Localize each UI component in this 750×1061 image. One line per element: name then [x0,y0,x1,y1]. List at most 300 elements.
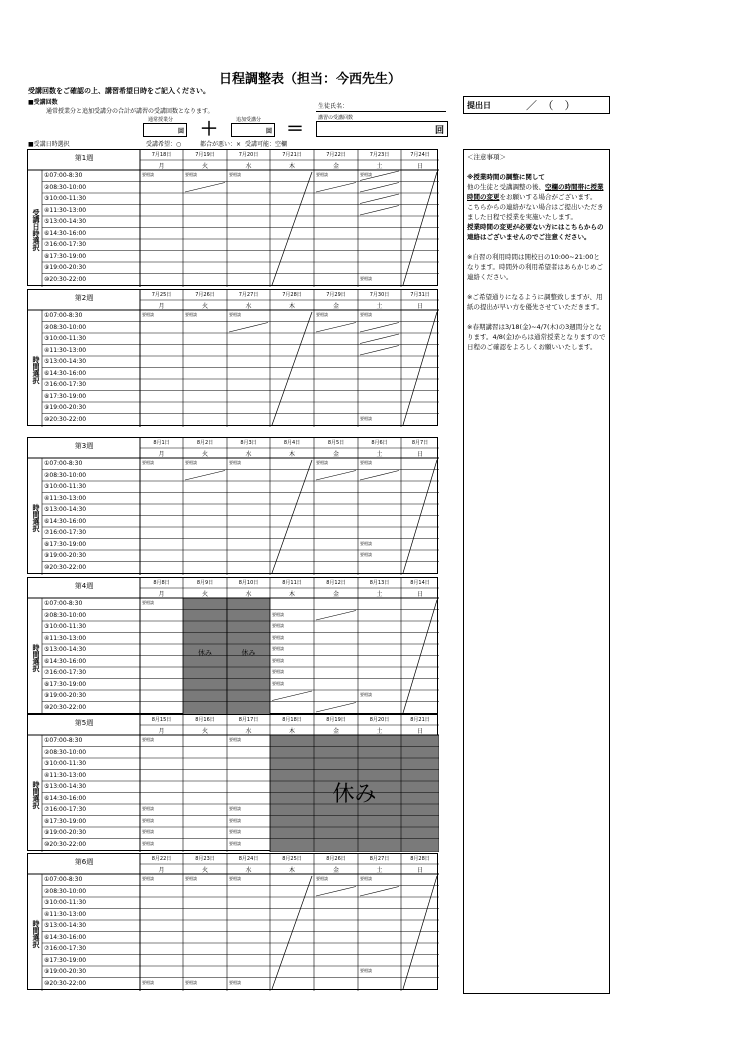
slot-cell[interactable] [227,702,270,714]
slot-cell[interactable] [140,667,183,679]
slot-cell[interactable] [270,262,314,274]
slot-cell[interactable] [183,493,227,505]
slot-cell[interactable] [140,781,183,793]
slot-cell[interactable] [227,550,270,562]
slot-cell[interactable] [140,966,183,978]
slot-cell[interactable] [140,610,183,622]
slot-cell[interactable] [227,368,270,380]
slot-cell[interactable] [314,414,358,426]
slot-cell[interactable] [270,735,314,747]
slot-cell[interactable] [140,793,183,805]
slot-cell[interactable] [358,920,401,932]
slot-cell[interactable] [270,978,314,990]
slot-cell[interactable] [270,228,314,240]
slot-cell[interactable] [140,656,183,668]
slot-cell[interactable] [183,333,227,345]
slot-cell[interactable] [227,920,270,932]
slot-cell[interactable] [314,816,358,828]
slot-cell[interactable] [314,251,358,263]
slot-cell[interactable] [270,193,314,205]
slot-cell[interactable] [270,251,314,263]
slot-cell[interactable] [314,747,358,759]
slot-cell[interactable] [358,839,401,851]
slot-cell[interactable] [314,402,358,414]
slot-cell[interactable] [314,702,358,714]
slot-cell[interactable] [183,747,227,759]
slot-cell[interactable] [140,932,183,944]
slot-cell[interactable] [227,391,270,403]
slot-cell[interactable] [358,735,401,747]
slot-cell[interactable] [183,897,227,909]
slot-cell[interactable] [401,458,439,470]
slot-cell[interactable] [401,322,439,334]
slot-cell[interactable] [401,562,439,574]
slot-cell[interactable] [314,228,358,240]
slot-cell[interactable] [358,527,401,539]
slot-cell[interactable] [140,205,183,217]
slot-cell[interactable] [140,886,183,898]
slot-cell[interactable] [401,205,439,217]
slot-cell[interactable] [183,667,227,679]
slot-cell[interactable] [140,414,183,426]
slot-cell[interactable] [183,827,227,839]
slot-cell[interactable] [140,747,183,759]
slot-cell[interactable] [227,228,270,240]
slot-cell[interactable] [140,493,183,505]
slot-cell[interactable] [270,333,314,345]
slot-cell[interactable] [183,758,227,770]
slot-cell[interactable] [314,610,358,622]
slot-cell[interactable] [183,504,227,516]
slot-cell[interactable] [358,402,401,414]
slot-cell[interactable] [358,679,401,691]
slot-cell[interactable] [183,550,227,562]
slot-cell[interactable] [314,333,358,345]
slot-cell[interactable] [401,170,439,182]
slot-cell[interactable] [270,909,314,921]
slot-cell[interactable] [140,679,183,691]
slot-cell[interactable] [314,205,358,217]
slot-cell[interactable] [183,562,227,574]
slot-cell[interactable] [358,943,401,955]
slot-cell[interactable] [140,228,183,240]
slot-cell[interactable] [358,493,401,505]
slot-cell[interactable] [401,816,439,828]
slot-cell[interactable] [358,897,401,909]
slot-cell[interactable] [183,262,227,274]
slot-cell[interactable] [358,391,401,403]
slot-cell[interactable] [227,239,270,251]
slot-cell[interactable] [358,322,401,334]
slot-cell[interactable] [183,920,227,932]
slot-cell[interactable] [401,516,439,528]
slot-cell[interactable] [227,322,270,334]
slot-cell[interactable] [358,816,401,828]
slot-cell[interactable] [270,897,314,909]
slot-cell[interactable] [358,251,401,263]
slot-cell[interactable] [401,920,439,932]
slot-cell[interactable] [140,897,183,909]
slot-cell[interactable] [314,656,358,668]
slot-cell[interactable] [401,874,439,886]
slot-cell[interactable] [227,414,270,426]
slot-cell[interactable] [140,621,183,633]
slot-cell[interactable] [358,379,401,391]
slot-cell[interactable] [358,562,401,574]
slot-cell[interactable] [140,239,183,251]
slot-cell[interactable] [401,414,439,426]
slot-cell[interactable] [401,610,439,622]
slot-cell[interactable] [270,493,314,505]
slot-cell[interactable] [401,656,439,668]
slot-cell[interactable] [401,966,439,978]
slot-cell[interactable] [270,402,314,414]
slot-cell[interactable] [358,356,401,368]
slot-cell[interactable] [270,205,314,217]
slot-cell[interactable] [401,955,439,967]
slot-cell[interactable] [401,470,439,482]
slot-cell[interactable] [183,932,227,944]
slot-cell[interactable] [270,310,314,322]
slot-cell[interactable] [140,644,183,656]
slot-cell[interactable] [401,550,439,562]
slot-cell[interactable] [401,621,439,633]
slot-cell[interactable] [270,598,314,610]
slot-cell[interactable] [314,644,358,656]
slot-cell[interactable] [401,758,439,770]
slot-cell[interactable] [314,550,358,562]
slot-cell[interactable] [227,493,270,505]
slot-cell[interactable] [358,205,401,217]
slot-cell[interactable] [140,955,183,967]
slot-cell[interactable] [270,356,314,368]
slot-cell[interactable] [183,205,227,217]
slot-cell[interactable] [140,274,183,286]
slot-cell[interactable] [358,667,401,679]
slot-cell[interactable] [358,747,401,759]
slot-cell[interactable] [183,839,227,851]
slot-cell[interactable] [183,539,227,551]
slot-cell[interactable] [140,943,183,955]
slot-cell[interactable] [140,368,183,380]
slot-cell[interactable] [140,402,183,414]
slot-cell[interactable] [270,414,314,426]
slot-cell[interactable] [227,667,270,679]
slot-cell[interactable] [270,345,314,357]
slot-cell[interactable] [401,274,439,286]
slot-cell[interactable] [227,356,270,368]
slot-cell[interactable] [314,909,358,921]
slot-cell[interactable] [140,516,183,528]
slot-cell[interactable] [401,932,439,944]
slot-cell[interactable] [358,239,401,251]
slot-cell[interactable] [183,470,227,482]
slot-cell[interactable] [183,274,227,286]
slot-cell[interactable] [401,379,439,391]
slot-cell[interactable] [401,598,439,610]
slot-cell[interactable] [401,827,439,839]
slot-cell[interactable] [270,932,314,944]
slot-cell[interactable] [183,527,227,539]
slot-cell[interactable] [358,702,401,714]
slot-cell[interactable] [183,679,227,691]
slot-cell[interactable] [183,402,227,414]
slot-cell[interactable] [314,493,358,505]
slot-cell[interactable] [140,216,183,228]
slot-cell[interactable] [314,527,358,539]
slot-cell[interactable] [401,493,439,505]
slot-cell[interactable] [314,690,358,702]
slot-cell[interactable] [314,216,358,228]
slot-cell[interactable] [358,182,401,194]
slot-cell[interactable] [183,804,227,816]
slot-cell[interactable] [183,356,227,368]
slot-cell[interactable] [314,391,358,403]
slot-cell[interactable] [314,667,358,679]
slot-cell[interactable] [358,481,401,493]
slot-cell[interactable] [314,897,358,909]
slot-cell[interactable] [270,747,314,759]
slot-cell[interactable] [314,827,358,839]
slot-cell[interactable] [227,633,270,645]
slot-cell[interactable] [183,621,227,633]
slot-cell[interactable] [227,333,270,345]
slot-cell[interactable] [227,481,270,493]
slot-cell[interactable] [140,920,183,932]
slot-cell[interactable] [270,516,314,528]
slot-cell[interactable] [314,182,358,194]
slot-cell[interactable] [227,932,270,944]
slot-cell[interactable] [183,379,227,391]
slot-cell[interactable] [401,216,439,228]
slot-cell[interactable] [227,793,270,805]
slot-cell[interactable] [227,966,270,978]
slot-cell[interactable] [358,228,401,240]
slot-cell[interactable] [227,679,270,691]
slot-cell[interactable] [227,251,270,263]
slot-cell[interactable] [227,470,270,482]
slot-cell[interactable] [314,262,358,274]
slot-cell[interactable] [401,690,439,702]
slot-cell[interactable] [183,368,227,380]
slot-cell[interactable] [358,978,401,990]
slot-cell[interactable] [314,679,358,691]
slot-cell[interactable] [358,504,401,516]
slot-cell[interactable] [140,504,183,516]
slot-cell[interactable] [314,621,358,633]
slot-cell[interactable] [140,702,183,714]
slot-cell[interactable] [140,758,183,770]
slot-cell[interactable] [270,379,314,391]
slot-cell[interactable] [270,504,314,516]
slot-cell[interactable] [140,562,183,574]
submit-date-field[interactable] [463,96,610,114]
slot-cell[interactable] [401,679,439,691]
slot-cell[interactable] [270,470,314,482]
slot-cell[interactable] [401,504,439,516]
slot-cell[interactable] [401,251,439,263]
slot-cell[interactable] [358,758,401,770]
total-count-field[interactable] [316,121,448,137]
slot-cell[interactable] [401,667,439,679]
slot-cell[interactable] [227,262,270,274]
slot-cell[interactable] [314,470,358,482]
slot-cell[interactable] [314,839,358,851]
slot-cell[interactable] [227,621,270,633]
slot-cell[interactable] [401,193,439,205]
slot-cell[interactable] [183,966,227,978]
slot-cell[interactable] [227,610,270,622]
slot-cell[interactable] [401,345,439,357]
slot-cell[interactable] [401,633,439,645]
slot-cell[interactable] [183,251,227,263]
slot-cell[interactable] [401,262,439,274]
slot-cell[interactable] [270,550,314,562]
slot-cell[interactable] [270,966,314,978]
slot-cell[interactable] [270,216,314,228]
slot-cell[interactable] [227,516,270,528]
slot-cell[interactable] [183,816,227,828]
slot-cell[interactable] [401,978,439,990]
slot-cell[interactable] [140,356,183,368]
slot-cell[interactable] [401,909,439,921]
slot-cell[interactable] [401,644,439,656]
slot-cell[interactable] [358,656,401,668]
slot-cell[interactable] [270,562,314,574]
slot-cell[interactable] [183,781,227,793]
slot-cell[interactable] [401,735,439,747]
slot-cell[interactable] [314,356,358,368]
slot-cell[interactable] [270,322,314,334]
slot-cell[interactable] [314,481,358,493]
slot-cell[interactable] [401,886,439,898]
slot-cell[interactable] [358,827,401,839]
slot-cell[interactable] [314,633,358,645]
slot-cell[interactable] [183,216,227,228]
slot-cell[interactable] [183,414,227,426]
slot-cell[interactable] [358,193,401,205]
slot-cell[interactable] [314,504,358,516]
slot-cell[interactable] [401,747,439,759]
slot-cell[interactable] [140,550,183,562]
slot-cell[interactable] [314,735,358,747]
slot-cell[interactable] [401,481,439,493]
slot-cell[interactable] [270,702,314,714]
slot-cell[interactable] [270,170,314,182]
slot-cell[interactable] [183,516,227,528]
slot-cell[interactable] [140,333,183,345]
slot-cell[interactable] [270,874,314,886]
slot-cell[interactable] [183,886,227,898]
slot-cell[interactable] [401,182,439,194]
slot-cell[interactable] [140,322,183,334]
slot-cell[interactable] [227,345,270,357]
slot-cell[interactable] [314,758,358,770]
slot-cell[interactable] [183,610,227,622]
slot-cell[interactable] [314,193,358,205]
slot-cell[interactable] [140,379,183,391]
slot-cell[interactable] [183,239,227,251]
slot-cell[interactable] [227,955,270,967]
slot-cell[interactable] [227,539,270,551]
slot-cell[interactable] [227,182,270,194]
slot-cell[interactable] [358,633,401,645]
slot-cell[interactable] [358,333,401,345]
slot-cell[interactable] [183,770,227,782]
slot-cell[interactable] [270,481,314,493]
slot-cell[interactable] [227,897,270,909]
slot-cell[interactable] [270,527,314,539]
slot-cell[interactable] [358,470,401,482]
slot-cell[interactable] [140,527,183,539]
slot-cell[interactable] [227,781,270,793]
slot-cell[interactable] [358,644,401,656]
slot-cell[interactable] [227,562,270,574]
slot-cell[interactable] [358,216,401,228]
slot-cell[interactable] [401,897,439,909]
slot-cell[interactable] [314,978,358,990]
slot-cell[interactable] [270,368,314,380]
slot-cell[interactable] [358,932,401,944]
slot-cell[interactable] [358,345,401,357]
slot-cell[interactable] [183,943,227,955]
slot-cell[interactable] [314,562,358,574]
slot-cell[interactable] [140,391,183,403]
slot-cell[interactable] [227,747,270,759]
slot-cell[interactable] [358,262,401,274]
slot-cell[interactable] [401,391,439,403]
slot-cell[interactable] [314,920,358,932]
slot-cell[interactable] [183,793,227,805]
slot-cell[interactable] [140,182,183,194]
slot-cell[interactable] [270,827,314,839]
slot-cell[interactable] [183,690,227,702]
slot-cell[interactable] [270,690,314,702]
slot-cell[interactable] [183,598,227,610]
slot-cell[interactable] [401,702,439,714]
slot-cell[interactable] [270,391,314,403]
slot-cell[interactable] [401,310,439,322]
slot-cell[interactable] [314,345,358,357]
slot-cell[interactable] [227,909,270,921]
slot-cell[interactable] [314,239,358,251]
slot-cell[interactable] [314,322,358,334]
slot-cell[interactable] [140,481,183,493]
slot-cell[interactable] [227,205,270,217]
slot-cell[interactable] [227,216,270,228]
slot-cell[interactable] [227,527,270,539]
slot-cell[interactable] [270,920,314,932]
slot-cell[interactable] [358,909,401,921]
slot-cell[interactable] [270,458,314,470]
slot-cell[interactable] [183,735,227,747]
slot-cell[interactable] [401,539,439,551]
slot-cell[interactable] [227,274,270,286]
slot-cell[interactable] [183,391,227,403]
slot-cell[interactable] [314,539,358,551]
extra-count-field[interactable] [231,123,275,137]
slot-cell[interactable] [314,368,358,380]
slot-cell[interactable] [401,943,439,955]
slot-cell[interactable] [401,527,439,539]
slot-cell[interactable] [183,228,227,240]
slot-cell[interactable] [314,955,358,967]
slot-cell[interactable] [140,262,183,274]
slot-cell[interactable] [270,955,314,967]
slot-cell[interactable] [140,770,183,782]
slot-cell[interactable] [227,770,270,782]
slot-cell[interactable] [314,886,358,898]
